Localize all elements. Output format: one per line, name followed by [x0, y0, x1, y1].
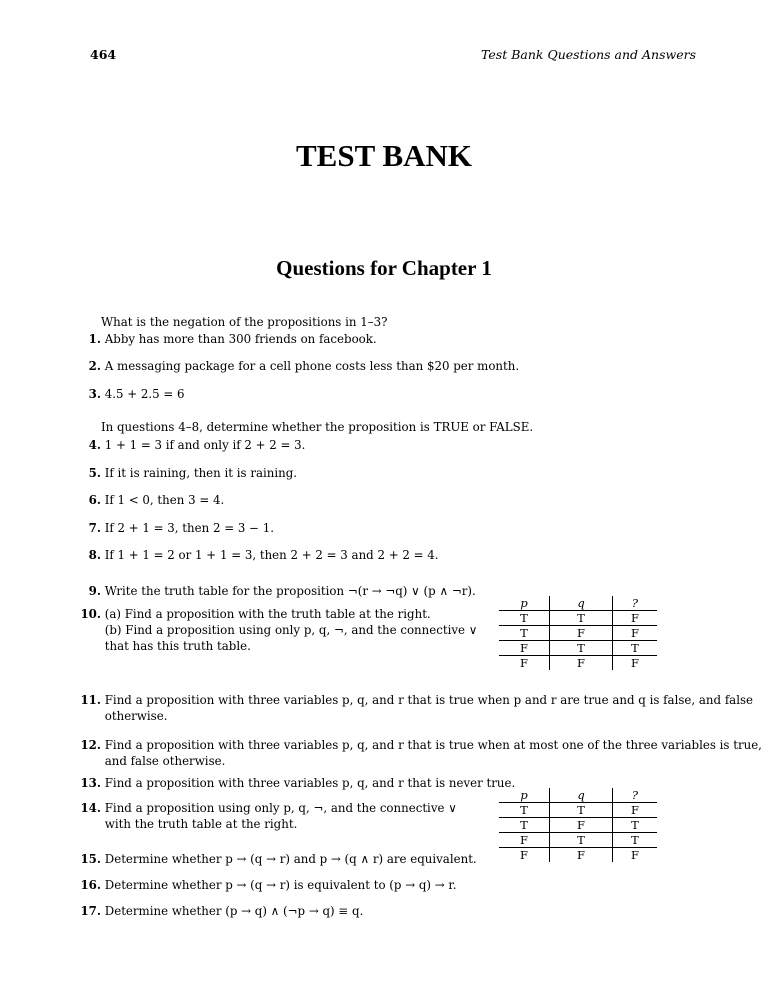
question-4	[72, 437, 305, 453]
question-8	[72, 547, 439, 563]
question-10	[72, 606, 477, 654]
table-row	[499, 641, 657, 656]
question-text: Write the truth table for the proposition ¬(r → ¬q) ∨ (p ∧ ¬r).	[104, 584, 476, 598]
page-title: TEST BANK	[295, 138, 473, 173]
table-cell: F	[499, 848, 550, 863]
question-number: 13.	[80, 776, 101, 790]
table-cell: F	[499, 833, 550, 848]
table-cell: F	[499, 656, 550, 671]
table-header-row	[499, 788, 657, 803]
question-text-part-b-cont: that has this truth table.	[104, 639, 251, 653]
question-number: 10.	[80, 607, 101, 621]
question-number: 7.	[88, 521, 101, 535]
column-header: q	[550, 596, 613, 611]
question-text: If it is raining, then it is raining.	[104, 466, 298, 480]
question-text-part-b: (b) Find a proposition using only p, q, ¬, and the connective ∨	[104, 623, 478, 637]
table-cell: T	[499, 803, 550, 818]
question-text: Determine whether p → (q → r) and p → (q ∧ r) are equivalent.	[104, 852, 477, 866]
question-2	[72, 358, 519, 374]
table-cell: F	[631, 848, 639, 862]
question-5	[72, 465, 297, 481]
question-12	[72, 737, 762, 769]
question-3	[72, 386, 185, 402]
question-text-cont: with the truth table at the right.	[104, 817, 298, 831]
intro-negation: What is the negation of the propositions in 1–3?	[101, 315, 388, 329]
question-number: 3.	[88, 387, 101, 401]
question-text: Abby has more than 300 friends on facebook.	[104, 332, 377, 346]
question-number: 5.	[88, 466, 101, 480]
table-cell: T	[613, 641, 658, 656]
table-cell: T	[499, 818, 550, 833]
table-cell: F	[499, 641, 550, 656]
question-number: 15.	[80, 852, 101, 866]
question-17	[72, 903, 363, 919]
table-row	[499, 803, 657, 818]
question-1	[72, 331, 377, 347]
question-text: If 1 + 1 = 2 or 1 + 1 = 3, then 2 + 2 = 3 and 2 + 2 = 4.	[104, 548, 439, 562]
table-cell: T	[550, 803, 613, 818]
table-cell: F	[550, 626, 613, 641]
question-number: 2.	[88, 359, 101, 373]
question-text: Find a proposition with three variables p, q, and r that is true when p and r are true and q is false, and false	[104, 693, 754, 707]
question-number: 1.	[88, 332, 101, 346]
question-7	[72, 520, 274, 536]
question-15	[72, 851, 477, 867]
table-cell: F	[550, 818, 613, 833]
question-text: (a) Find a proposition with the truth table at the right.	[104, 607, 431, 621]
table-row	[499, 656, 657, 671]
table-cell: F	[613, 803, 658, 818]
column-header: q	[550, 788, 613, 803]
question-text: Find a proposition with three variables p, q, and r that is true when at most one of the three variables is true,	[104, 738, 762, 752]
table-row	[499, 848, 657, 863]
question-number: 6.	[88, 493, 101, 507]
question-text: Determine whether (p → q) ∧ (¬p → q) ≡ q.	[104, 904, 364, 918]
page-number: 464	[90, 47, 117, 62]
question-number: 12.	[80, 738, 101, 752]
question-13	[72, 775, 515, 791]
table-row	[499, 833, 657, 848]
chapter-title: Questions for Chapter 1	[276, 256, 492, 280]
table-cell: F	[631, 656, 639, 670]
question-text-cont: otherwise.	[104, 709, 168, 723]
question-text: Find a proposition using only p, q, ¬, and the connective ∨	[104, 801, 457, 815]
question-11	[72, 692, 753, 724]
intro-true-false: In questions 4–8, determine whether the proposition is TRUE or FALSE.	[101, 420, 534, 434]
table-cell: T	[550, 641, 613, 656]
table-cell: T	[499, 611, 550, 626]
question-text: A messaging package for a cell phone costs less than $20 per month.	[104, 359, 520, 373]
question-text: If 2 + 1 = 3, then 2 = 3 − 1.	[104, 521, 275, 535]
question-text: Determine whether p → (q → r) is equivalent to (p → q) → r.	[104, 878, 457, 892]
question-14	[72, 800, 457, 832]
table-row	[499, 611, 657, 626]
column-header: ?	[613, 788, 658, 803]
table-row	[499, 818, 657, 833]
table-header-row	[499, 596, 657, 611]
truth-table-2	[499, 788, 657, 862]
table-cell: T	[613, 818, 658, 833]
question-number: 11.	[80, 693, 101, 707]
table-cell: T	[613, 833, 658, 848]
question-16	[72, 877, 456, 893]
question-9	[72, 583, 476, 599]
question-text: If 1 < 0, then 3 = 4.	[104, 493, 225, 507]
question-number: 17.	[80, 904, 101, 918]
question-6	[72, 492, 224, 508]
question-number: 8.	[88, 548, 101, 562]
column-header: ?	[613, 596, 658, 611]
column-header: p	[499, 788, 550, 803]
question-number: 4.	[88, 438, 101, 452]
table-cell: F	[550, 848, 613, 863]
question-number: 9.	[88, 584, 101, 598]
table-cell: F	[613, 611, 658, 626]
question-number: 14.	[80, 801, 101, 815]
truth-table-1	[499, 596, 657, 670]
question-text: 4.5 + 2.5 = 6	[104, 387, 185, 401]
running-title: Test Bank Questions and Answers	[481, 47, 696, 62]
table-cell: T	[550, 833, 613, 848]
question-text-cont: and false otherwise.	[104, 754, 226, 768]
table-cell: T	[550, 611, 613, 626]
table-cell: F	[550, 656, 613, 671]
question-number: 16.	[80, 878, 101, 892]
question-text: Find a proposition with three variables p, q, and r that is never true.	[104, 776, 516, 790]
table-cell: T	[499, 626, 550, 641]
table-row	[499, 626, 657, 641]
question-text: 1 + 1 = 3 if and only if 2 + 2 = 3.	[104, 438, 306, 452]
table-cell: F	[613, 626, 658, 641]
column-header: p	[499, 596, 550, 611]
